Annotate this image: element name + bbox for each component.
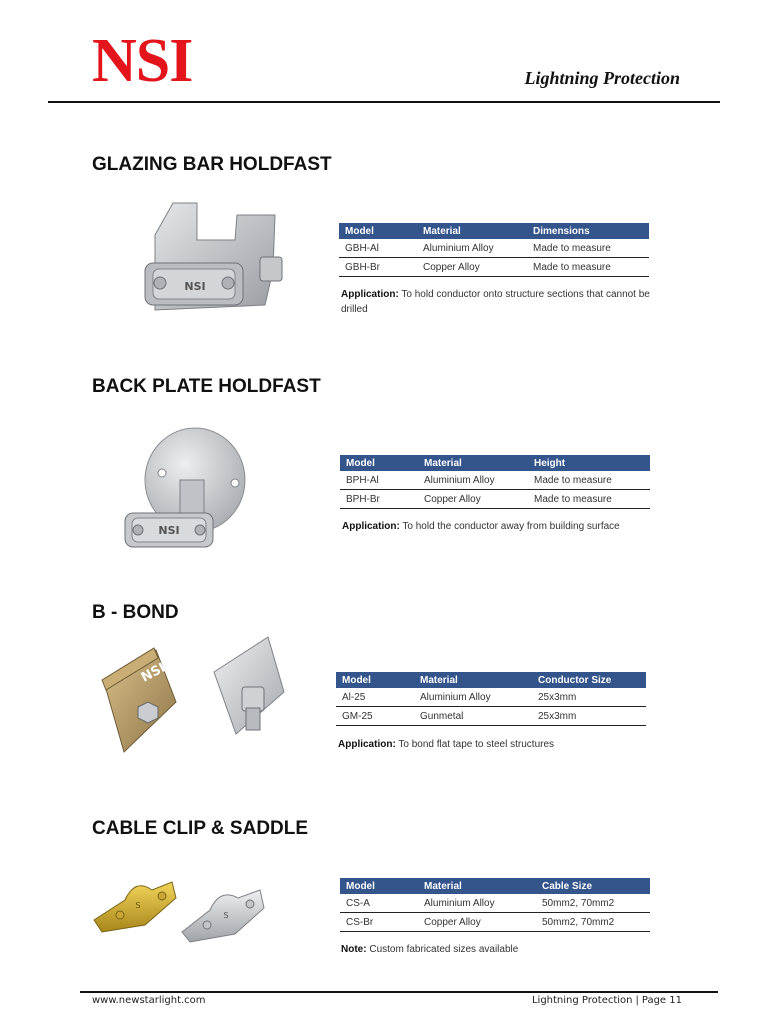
section-title-back-plate-holdfast: BACK PLATE HOLDFAST xyxy=(92,376,321,397)
table-cell: Copper Alloy xyxy=(418,913,536,932)
footer-website-link[interactable]: www.newstarlight.com xyxy=(92,995,206,1006)
note-text: To hold the conductor away from building surface xyxy=(399,521,620,532)
nsi-mark: NSI xyxy=(138,660,169,686)
table-row xyxy=(336,688,646,707)
table-cell: Made to measure xyxy=(527,239,649,258)
col-header: Model xyxy=(336,672,414,688)
note-text: Custom fabricated sizes available xyxy=(366,944,519,955)
application-note xyxy=(341,287,651,317)
table-cell: Al-25 xyxy=(336,688,414,707)
note-label: Application: xyxy=(338,739,396,750)
page-number: Page 11 xyxy=(641,995,682,1006)
table-row xyxy=(340,894,650,913)
spec-table-b-bond xyxy=(336,672,646,726)
table-cell: Copper Alloy xyxy=(418,490,528,509)
back-plate-holdfast-image xyxy=(120,425,280,575)
col-header: Conductor Size xyxy=(532,672,646,688)
col-header: Material xyxy=(417,223,527,239)
table-cell: Aluminium Alloy xyxy=(418,894,536,913)
note-label: Application: xyxy=(341,289,399,300)
table-cell: Gunmetal xyxy=(414,707,532,726)
company-logo: NSI xyxy=(92,27,193,95)
table-cell: BPH-Br xyxy=(340,490,418,509)
table-cell: BPH-Al xyxy=(340,471,418,490)
col-header: Material xyxy=(418,455,528,471)
table-cell: 25x3mm xyxy=(532,707,646,726)
footer-page-info xyxy=(532,995,682,1006)
note-label: Application: xyxy=(342,521,400,532)
col-header: Height xyxy=(528,455,650,471)
section-title-glazing-bar-holdfast: GLAZING BAR HOLDFAST xyxy=(92,154,332,175)
cable-clip-saddle-image xyxy=(90,870,270,955)
col-header: Material xyxy=(418,878,536,894)
header-divider xyxy=(48,101,720,103)
table-cell: GBH-Al xyxy=(339,239,417,258)
col-header: Model xyxy=(339,223,417,239)
table-row xyxy=(340,490,650,509)
table-row xyxy=(340,913,650,932)
spec-table-back-plate-holdfast xyxy=(340,455,650,509)
table-cell: Made to measure xyxy=(528,471,650,490)
table-cell: Aluminium Alloy xyxy=(414,688,532,707)
table-cell: Aluminium Alloy xyxy=(418,471,528,490)
note-text: To bond flat tape to steel structures xyxy=(395,739,555,750)
header-title: Lightning Protection xyxy=(524,68,680,88)
saddle-mark: S xyxy=(223,911,229,920)
table-cell: 50mm2, 70mm2 xyxy=(536,913,650,932)
nsi-mark: NSI xyxy=(158,524,180,537)
glazing-bar-holdfast-image xyxy=(125,195,300,330)
table-cell: GBH-Br xyxy=(339,258,417,277)
nsi-mark: NSI xyxy=(184,280,206,293)
table-cell: CS-A xyxy=(340,894,418,913)
footer-divider xyxy=(80,991,718,993)
application-note xyxy=(342,519,652,534)
application-note xyxy=(338,737,648,752)
section-title-cable-clip-saddle: CABLE CLIP & SADDLE xyxy=(92,818,309,839)
custom-sizes-note xyxy=(341,942,651,957)
col-header: Model xyxy=(340,878,418,894)
table-row xyxy=(339,239,649,258)
spec-table-glazing-bar-holdfast xyxy=(339,223,649,277)
table-cell: Made to measure xyxy=(527,258,649,277)
table-cell: Made to measure xyxy=(528,490,650,509)
table-cell: GM-25 xyxy=(336,707,414,726)
col-header: Model xyxy=(340,455,418,471)
table-row xyxy=(339,258,649,277)
note-label: Note: xyxy=(341,944,367,955)
footer-separator: | xyxy=(635,995,639,1006)
table-cell: CS-Br xyxy=(340,913,418,932)
table-row xyxy=(336,707,646,726)
b-bond-image xyxy=(96,632,291,762)
table-cell: 25x3mm xyxy=(532,688,646,707)
col-header: Cable Size xyxy=(536,878,650,894)
table-cell: Aluminium Alloy xyxy=(417,239,527,258)
section-title-b-bond: B - BOND xyxy=(92,602,179,623)
table-row xyxy=(340,471,650,490)
table-cell: Copper Alloy xyxy=(417,258,527,277)
saddle-mark: S xyxy=(135,901,141,910)
table-cell: 50mm2, 70mm2 xyxy=(536,894,650,913)
col-header: Material xyxy=(414,672,532,688)
note-text: To hold conductor onto structure sections that cannot be drilled xyxy=(341,289,650,315)
footer-section: Lightning Protection xyxy=(531,995,633,1006)
col-header: Dimensions xyxy=(527,223,649,239)
spec-table-cable-clip-saddle xyxy=(340,878,650,932)
